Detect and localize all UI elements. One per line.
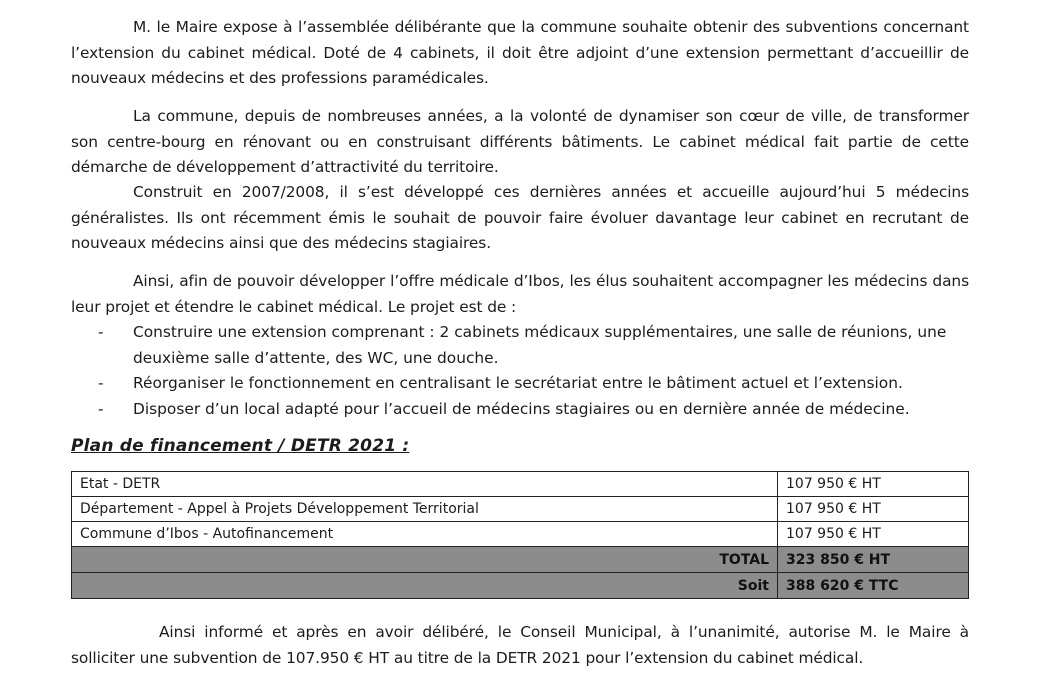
table-row <box>72 497 969 522</box>
paragraph-text: La commune, depuis de nombreuses années, a la volonté de dynamiser son cœur de ville, de transformer son centre-bourg en rénovant ou en construisant différents bâtiments. Le cabinet médical fait partie de cette démarche de développement d’attractivité du territoire. <box>71 107 969 177</box>
ttc-row <box>72 573 969 599</box>
total-label: TOTAL <box>72 547 778 573</box>
ttc-value: 388 620 € TTC <box>778 573 969 599</box>
financing-heading: Plan de financement / DETR 2021 : <box>71 436 410 456</box>
paragraph-text: Ainsi informé et après en avoir délibéré, le Conseil Municipal, à l’unanimité, autorise M. le Maire à solliciter une subvention de 107.950 € HT au titre de la DETR 2021 pour l’extension du cabinet médical. <box>71 623 969 667</box>
row-label: Commune d’Ibos - Autofinancement <box>72 522 778 547</box>
paragraph-text: Ainsi, afin de pouvoir développer l’offre médicale d’Ibos, les élus souhaitent accompagner les médecins dans leur projet et étendre le cabinet médical. Le projet est de : <box>71 272 969 316</box>
paragraph-history <box>71 180 969 257</box>
paragraph-context <box>71 104 969 181</box>
row-value: 107 950 € HT <box>778 522 969 547</box>
bullet-dash: - <box>98 374 104 393</box>
row-label: Département - Appel à Projets Développement Territorial <box>72 497 778 522</box>
list-item-text: Disposer d’un local adapté pour l’accueil de médecins stagiaires ou en dernière année de médecine. <box>133 399 910 418</box>
paragraph-intro <box>71 15 969 92</box>
ttc-label: Soit <box>72 573 778 599</box>
paragraph-conclusion <box>71 620 969 671</box>
bullet-dash: - <box>98 323 104 342</box>
project-bullet-list <box>71 320 969 422</box>
table-row <box>72 522 969 547</box>
bullet-dash: - <box>98 399 104 418</box>
list-item-text: Réorganiser le fonctionnement en centralisant le secrétariat entre le bâtiment actuel et l’extension. <box>133 374 903 393</box>
row-value: 107 950 € HT <box>778 497 969 522</box>
row-label: Etat - DETR <box>72 472 778 497</box>
total-row <box>72 547 969 573</box>
table-row <box>72 472 969 497</box>
list-item-text: Construire une extension comprenant : 2 cabinets médicaux supplémentaires, une salle de réunions, une deuxième salle d’attente, des WC, une douche. <box>133 323 947 367</box>
paragraph-text: Construit en 2007/2008, il s’est développé ces dernières années et accueille aujourd’hui 5 médecins généralistes. Ils ont récemment émis le souhait de pouvoir faire évoluer davantage leur cabinet en recrutant de nouveaux médecins ainsi que des médecins stagiaires. <box>71 183 969 253</box>
list-item <box>71 371 969 397</box>
paragraph-text: M. le Maire expose à l’assemblée délibérante que la commune souhaite obtenir des subventions concernant l’extension du cabinet médical. Doté de 4 cabinets, il doit être adjoint d’une extension permettant d’accueillir de nouveaux médecins et des professions paramédicales. <box>71 18 969 88</box>
paragraph-project <box>71 269 969 423</box>
total-value: 323 850 € HT <box>778 547 969 573</box>
list-item <box>71 397 969 423</box>
list-item <box>71 320 969 371</box>
row-value: 107 950 € HT <box>778 472 969 497</box>
financing-table <box>71 471 969 599</box>
